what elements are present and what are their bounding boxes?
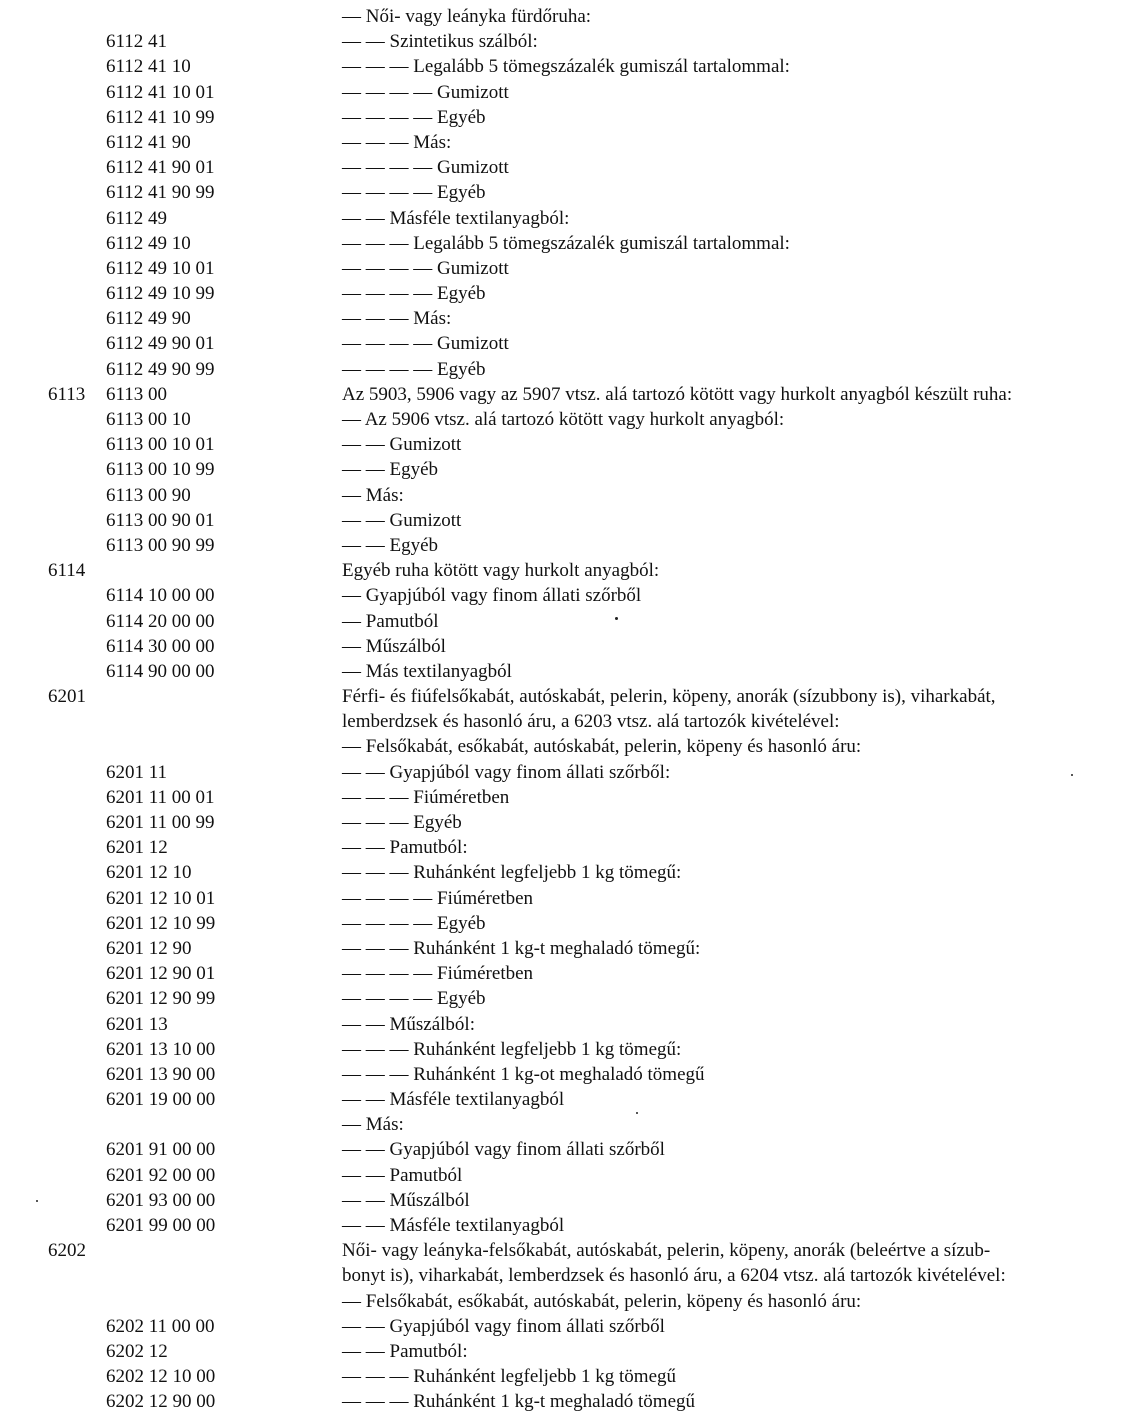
subheading-code: 6113 00 10 01 (106, 434, 215, 456)
subheading-code: 6201 12 90 99 (106, 988, 216, 1010)
subheading-code: 6112 41 90 01 (106, 157, 215, 179)
subheading-code: 6113 00 (106, 383, 168, 405)
table-row (0, 1263, 1147, 1288)
table-row (0, 986, 1147, 1011)
table-row (0, 331, 1147, 356)
subheading-code: 6201 19 00 00 (106, 1089, 216, 1111)
subheading-code: 6114 30 00 00 (106, 635, 215, 657)
description: — — — Legalább 5 tömegszázalék gumiszál tartalommal: (342, 56, 790, 78)
scan-speck (36, 1200, 38, 1202)
heading-code: 6113 (48, 383, 86, 405)
description: — — — — Egyéb (342, 283, 486, 305)
description: — — Másféle textilanyagból: (342, 207, 570, 229)
description: — Felsőkabát, esőkabát, autóskabát, pelerin, köpeny és hasonló áru: (342, 736, 862, 758)
scan-speck (1071, 774, 1073, 776)
table-row (0, 760, 1147, 785)
subheading-code: 6201 11 (106, 761, 168, 783)
table-row (0, 533, 1147, 558)
description: — — — Ruhánként legfeljebb 1 kg tömegű: (342, 862, 682, 884)
table-row (0, 382, 1147, 407)
subheading-code: 6202 12 (106, 1340, 168, 1362)
table-row (0, 583, 1147, 608)
description: — — Szintetikus szálból: (342, 31, 538, 53)
table-row (0, 1062, 1147, 1087)
description: Női- vagy leányka-felsőkabát, autóskabát, pelerin, köpeny, anorák (beleértve a sízub- (342, 1240, 991, 1262)
description: Egyéb ruha kötött vagy hurkolt anyagból: (342, 560, 660, 582)
heading-code: 6201 (48, 686, 86, 708)
table-row (0, 105, 1147, 130)
description: — Más: (342, 1114, 404, 1136)
description: — — Pamutból: (342, 1340, 468, 1362)
description: — — Másféle textilanyagból (342, 1089, 565, 1111)
subheading-code: 6112 49 10 01 (106, 257, 215, 279)
description: — — — Ruhánként 1 kg-ot meghaladó tömegű (342, 1063, 705, 1085)
description: — — — — Egyéb (342, 182, 486, 204)
subheading-code: 6201 13 10 00 (106, 1038, 216, 1060)
description: — — — — Egyéb (342, 912, 486, 934)
subheading-code: 6112 41 10 (106, 56, 191, 78)
table-row (0, 155, 1147, 180)
table-row (0, 558, 1147, 583)
description: Az 5903, 5906 vagy az 5907 vtsz. alá tartozó kötött vagy hurkolt anyagból készült ruha: (342, 383, 1013, 405)
tariff-table (0, 4, 1147, 1415)
table-row (0, 1339, 1147, 1364)
description: — Pamutból (342, 610, 439, 632)
table-row (0, 357, 1147, 382)
subheading-code: 6112 49 90 01 (106, 333, 215, 355)
description: — — Egyéb (342, 459, 439, 481)
description: — — — — Egyéb (342, 988, 486, 1010)
description: — — — Más: (342, 308, 452, 330)
subheading-code: 6112 41 90 99 (106, 182, 215, 204)
table-row (0, 810, 1147, 835)
description: — Női- vagy leányka fürdőruha: (342, 6, 592, 27)
description: Férfi- és fiúfelsőkabát, autóskabát, pelerin, köpeny, anorák (sízubbony is), viharkabát, (342, 686, 996, 708)
heading-code: 6202 (48, 1240, 86, 1262)
description: — — — Fiúméretben (342, 786, 510, 808)
subheading-code: 6201 11 00 99 (106, 812, 215, 833)
table-row (0, 609, 1147, 634)
subheading-code: 6113 00 90 01 (106, 509, 215, 531)
table-row (0, 1112, 1147, 1137)
table-row (0, 1289, 1147, 1314)
table-row (0, 1163, 1147, 1188)
subheading-code: 6113 00 90 99 (106, 534, 215, 556)
description: — — Gumizott (342, 434, 462, 456)
table-row (0, 1188, 1147, 1213)
description: — — — Ruhánként legfeljebb 1 kg tömegű: (342, 1038, 682, 1060)
subheading-code: 6202 11 00 00 (106, 1315, 215, 1337)
subheading-code: 6113 00 10 (106, 409, 191, 430)
subheading-code: 6201 13 (106, 1013, 168, 1035)
scan-speck (636, 1112, 638, 1114)
description: — — Másféle textilanyagból (342, 1215, 565, 1236)
description: — — Gyapjúból vagy finom állati szőrből (342, 1139, 665, 1161)
table-row (0, 936, 1147, 961)
table-row (0, 961, 1147, 986)
description: — — Gumizott (342, 509, 462, 531)
table-row (0, 54, 1147, 79)
table-row (0, 860, 1147, 885)
table-row (0, 1238, 1147, 1263)
table-row (0, 709, 1147, 734)
table-row (0, 483, 1147, 508)
table-row (0, 508, 1147, 533)
table-row (0, 407, 1147, 432)
table-row (0, 306, 1147, 331)
table-row (0, 1364, 1147, 1389)
subheading-code: 6112 41 (106, 31, 168, 53)
table-row (0, 1314, 1147, 1339)
description: — — — — Egyéb (342, 358, 486, 380)
description: — — — Ruhánként 1 kg-t meghaladó tömegű: (342, 937, 701, 959)
table-row (0, 1389, 1147, 1414)
description: bonyt is), viharkabát, lemberdzsek és hasonló áru, a 6204 vtsz. alá tartozók kivételével: (342, 1265, 1006, 1287)
description: — — Gyapjúból vagy finom állati szőrből (342, 1315, 665, 1337)
table-row (0, 80, 1147, 105)
table-row (0, 281, 1147, 306)
table-row (0, 634, 1147, 659)
table-row (0, 835, 1147, 860)
subheading-code: 6114 10 00 00 (106, 585, 215, 607)
table-row (0, 206, 1147, 231)
subheading-code: 6202 12 90 00 (106, 1391, 216, 1413)
subheading-code: 6201 12 10 (106, 862, 192, 884)
description: — — — — Egyéb (342, 106, 486, 128)
table-row (0, 1012, 1147, 1037)
table-row (0, 1087, 1147, 1112)
description: — Más: (342, 484, 404, 506)
description: — — Gyapjúból vagy finom állati szőrből: (342, 761, 671, 783)
description: — — — — Gumizott (342, 333, 509, 355)
subheading-code: 6201 11 00 01 (106, 786, 215, 808)
table-row (0, 231, 1147, 256)
description: — Az 5906 vtsz. alá tartozó kötött vagy hurkolt anyagból: (342, 409, 785, 430)
subheading-code: 6201 93 00 00 (106, 1189, 216, 1211)
subheading-code: 6201 92 00 00 (106, 1164, 216, 1186)
subheading-code: 6112 41 10 01 (106, 81, 215, 103)
subheading-code: 6112 49 90 99 (106, 358, 215, 380)
description: — — Műszálból (342, 1189, 470, 1211)
description: — — — Ruhánként 1 kg-t meghaladó tömegű (342, 1391, 696, 1413)
subheading-code: 6114 20 00 00 (106, 610, 215, 632)
subheading-code: 6112 41 10 99 (106, 106, 215, 128)
table-row (0, 1037, 1147, 1062)
subheading-code: 6201 12 10 01 (106, 887, 216, 909)
table-row (0, 886, 1147, 911)
description: — — Műszálból: (342, 1013, 475, 1035)
description: — Felsőkabát, esőkabát, autóskabát, pelerin, köpeny és hasonló áru: (342, 1290, 862, 1312)
description: — Műszálból (342, 635, 446, 657)
subheading-code: 6201 99 00 00 (106, 1215, 216, 1236)
description: — — Pamutból: (342, 837, 468, 859)
description: — Más textilanyagból (342, 660, 512, 682)
subheading-code: 6113 00 10 99 (106, 459, 215, 481)
subheading-code: 6201 12 90 01 (106, 963, 216, 985)
subheading-code: 6201 13 90 00 (106, 1063, 216, 1085)
subheading-code: 6112 49 10 99 (106, 283, 215, 305)
subheading-code: 6112 49 10 (106, 232, 191, 254)
table-row (0, 785, 1147, 810)
table-row (0, 911, 1147, 936)
table-row (0, 130, 1147, 155)
subheading-code: 6201 12 90 (106, 937, 192, 959)
description: — — — Más: (342, 131, 452, 153)
scan-speck (615, 617, 618, 620)
table-row (0, 29, 1147, 54)
subheading-code: 6201 91 00 00 (106, 1139, 216, 1161)
table-row (0, 180, 1147, 205)
description: — — — — Fiúméretben (342, 887, 534, 909)
subheading-code: 6113 00 90 (106, 484, 191, 506)
table-row (0, 659, 1147, 684)
table-row (0, 684, 1147, 709)
subheading-code: 6201 12 (106, 837, 168, 859)
description: lemberdzsek és hasonló áru, a 6203 vtsz. alá tartozók kivételével: (342, 711, 840, 733)
table-row (0, 1213, 1147, 1238)
description: — — — — Fiúméretben (342, 963, 534, 985)
subheading-code: 6112 41 90 (106, 131, 191, 153)
table-row (0, 457, 1147, 482)
description: — — Pamutból (342, 1164, 463, 1186)
table-row (0, 256, 1147, 281)
subheading-code: 6114 90 00 00 (106, 660, 215, 682)
description: — — Egyéb (342, 534, 439, 556)
table-row (0, 734, 1147, 759)
description: — — — — Gumizott (342, 257, 509, 279)
heading-code: 6114 (48, 560, 86, 582)
table-row (0, 432, 1147, 457)
table-row (0, 1137, 1147, 1162)
subheading-code: 6112 49 90 (106, 308, 191, 330)
description: — — — Ruhánként legfeljebb 1 kg tömegű (342, 1366, 677, 1388)
table-row (0, 4, 1147, 29)
description: — — — Egyéb (342, 812, 462, 833)
description: — Gyapjúból vagy finom állati szőrből (342, 585, 642, 607)
description: — — — — Gumizott (342, 157, 509, 179)
subheading-code: 6201 12 10 99 (106, 912, 216, 934)
description: — — — Legalább 5 tömegszázalék gumiszál tartalommal: (342, 232, 790, 254)
description: — — — — Gumizott (342, 81, 509, 103)
subheading-code: 6112 49 (106, 207, 168, 229)
subheading-code: 6202 12 10 00 (106, 1366, 216, 1388)
